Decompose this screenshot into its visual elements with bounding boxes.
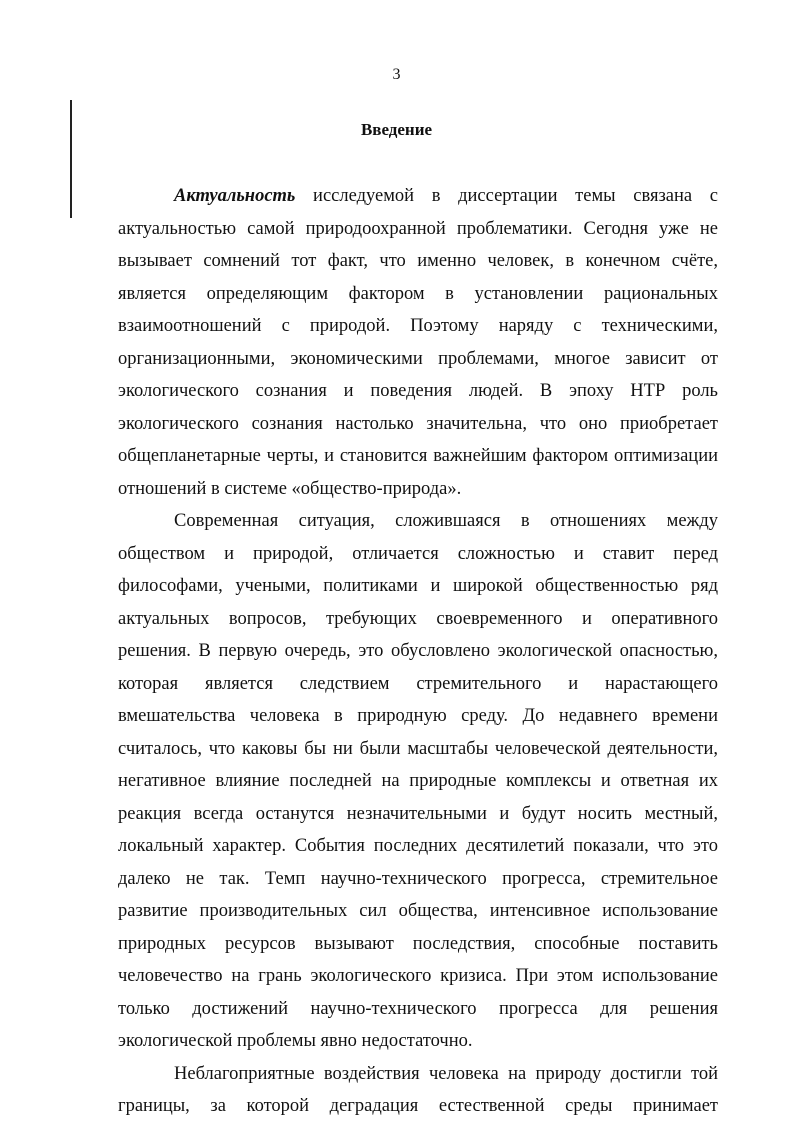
paragraph-relevance [118, 180, 718, 505]
paragraph-current-situation [118, 505, 718, 1058]
paragraph-text: исследуемой в диссертации темы связана с актуальностью самой природоохранной проблематики. Сегодня уже не вызывает сомнений тот факт, что именно человек, в конечном счёте, является определяющим фактором в установлении рациональных взаимоотношений с природой. Поэтому наряду с техническими, организационными, экономическими проблемами, многое зависит от экологического сознания и поведения людей. В эпоху НТР роль экологического сознания настолько значительна, что оно приобретает общепланетарные черты, и становится важнейшим фактором оптимизации отношений в системе «общество-природа». [118, 186, 718, 499]
margin-scan-line [70, 100, 72, 218]
paragraph-adverse-impacts [118, 1058, 718, 1123]
paragraph-text: Неблагоприятные воздействия человека на природу достигли той границы, за которой деградация естественной среды принимает [118, 1063, 718, 1116]
page-number: 3 [392, 66, 401, 83]
body-text [118, 180, 718, 1123]
paragraph-text: Современная ситуация, сложившаяся в отношениях между обществом и природой, отличается сложностью и ставит перед философами, учеными, политиками и широкой общественностью ряд актуальных вопросов, требующих своевременного и оперативного решения. В первую очередь, это обусловлено экологической опасностью, которая является следствием стремительного и нарастающего вмешательства человека в природную среду. До недавнего времени считалось, что каковы бы ни были масштабы человеческой деятельности, негативное влияние последней на природные комплексы и ответная их реакция всегда останутся незначительными и будут носить местный, локальный характер. События последних десятилетий показали, что это далеко не так. Темп научно-технического прогресса, стремительное развитие производительных сил общества, интенсивное использование природных ресурсов вызывают последствия, способные поставить человечество на грань экологического кризиса. При этом использование только достижений научно-технического прогресса для решения экологической проблемы явно недостаточно. [118, 511, 718, 1051]
section-title: Введение [360, 120, 433, 139]
paragraph-lead-term: Актуальность [174, 186, 296, 206]
